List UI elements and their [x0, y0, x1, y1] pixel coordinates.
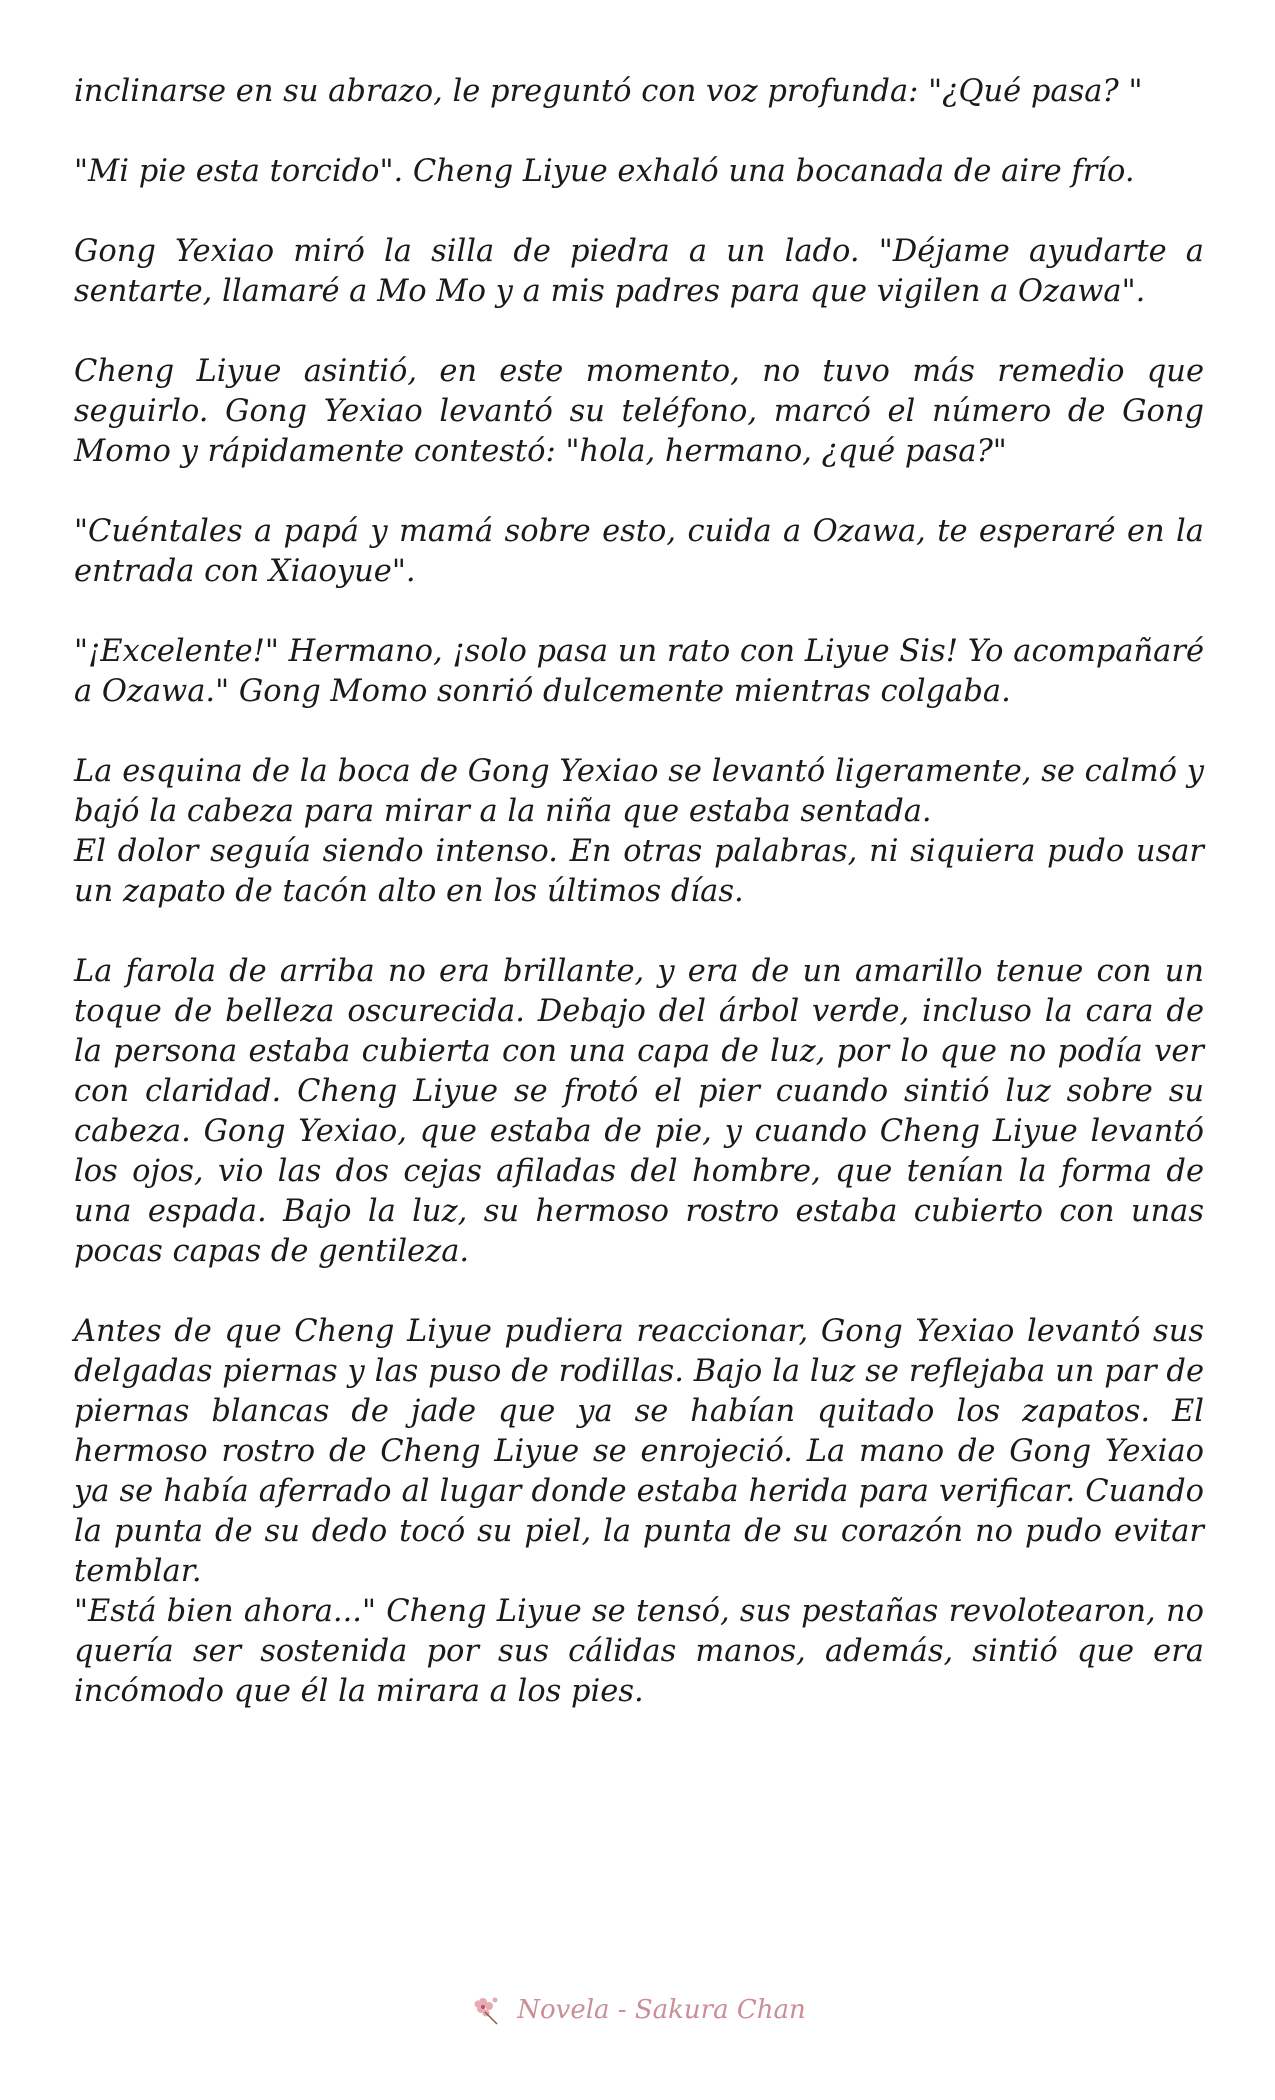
paragraph: Gong Yexiao miró la silla de piedra a un lado. "Déjame ayudarte a sentarte, llamaré a Mo Mo y a mis padres para que vigilen a Ozawa". [74, 234, 1204, 309]
paragraph: Antes de que Cheng Liyue pudiera reaccionar, Gong Yexiao levantó sus delgadas piernas y las puso de rodillas. Bajo la luz se reflejaba un par de piernas blancas de jade que ya se habían quitado los zapatos. El hermoso rostro de Cheng Liyue se enrojeció. La mano de Gong Yexiao ya se había aferrado al lugar donde estaba herida para verificar. Cuando la punta de su dedo tocó su piel, la punta de su corazón no pudo evitar temblar. [74, 1314, 1204, 1589]
paragraph: La esquina de la boca de Gong Yexiao se levantó ligeramente, se calmó y bajó la cabeza para mirar a la niña que estaba sentada. [74, 754, 1204, 829]
sakura-flower-icon [469, 1990, 509, 2030]
paragraph: "¡Excelente!" Hermano, ¡solo pasa un rato con Liyue Sis! Yo acompañaré a Ozawa." Gong Momo sonrió dulcemente mientras colgaba. [74, 634, 1204, 709]
footer-watermark [0, 1990, 1275, 2030]
paragraph: "Está bien ahora..." Cheng Liyue se tensó, sus pestañas revolotearon, no quería ser sostenida por sus cálidas manos, además, sintió que era incómodo que él la mirara a los pies. [74, 1594, 1204, 1709]
paragraph: La farola de arriba no era brillante, y era de un amarillo tenue con un toque de belleza oscurecida. Debajo del árbol verde, incluso la cara de la persona estaba cubierta con una capa de luz, por lo que no podía ver con claridad. Cheng Liyue se frotó el pier cuando sintió luz sobre su cabeza. Gong Yexiao, que estaba de pie, y cuando Cheng Liyue levantó los ojos, vio las dos cejas afiladas del hombre, que tenían la forma de una espada. Bajo la luz, su hermoso rostro estaba cubierto con unas pocas capas de gentileza. [74, 954, 1204, 1269]
paragraph: inclinarse en su abrazo, le preguntó con voz profunda: "¿Qué pasa? " [74, 74, 1143, 109]
paragraph: El dolor seguía siendo intenso. En otras palabras, ni siquiera pudo usar un zapato de tacón alto en los últimos días. [74, 834, 1204, 909]
paragraph: Cheng Liyue asintió, en este momento, no tuvo más remedio que seguirlo. Gong Yexiao levantó su teléfono, marcó el número de Gong Momo y rápidamente contestó: "hola, hermano, ¿qué pasa?" [74, 354, 1204, 469]
paragraph: "Cuéntales a papá y mamá sobre esto, cuida a Ozawa, te esperaré en la entrada con Xiaoyue". [74, 514, 1204, 589]
paragraph: "Mi pie esta torcido". Cheng Liyue exhaló una bocanada de aire frío. [74, 154, 1135, 189]
watermark-text: Novela - Sakura Chan [517, 1995, 806, 2025]
document-body [74, 72, 1204, 1752]
